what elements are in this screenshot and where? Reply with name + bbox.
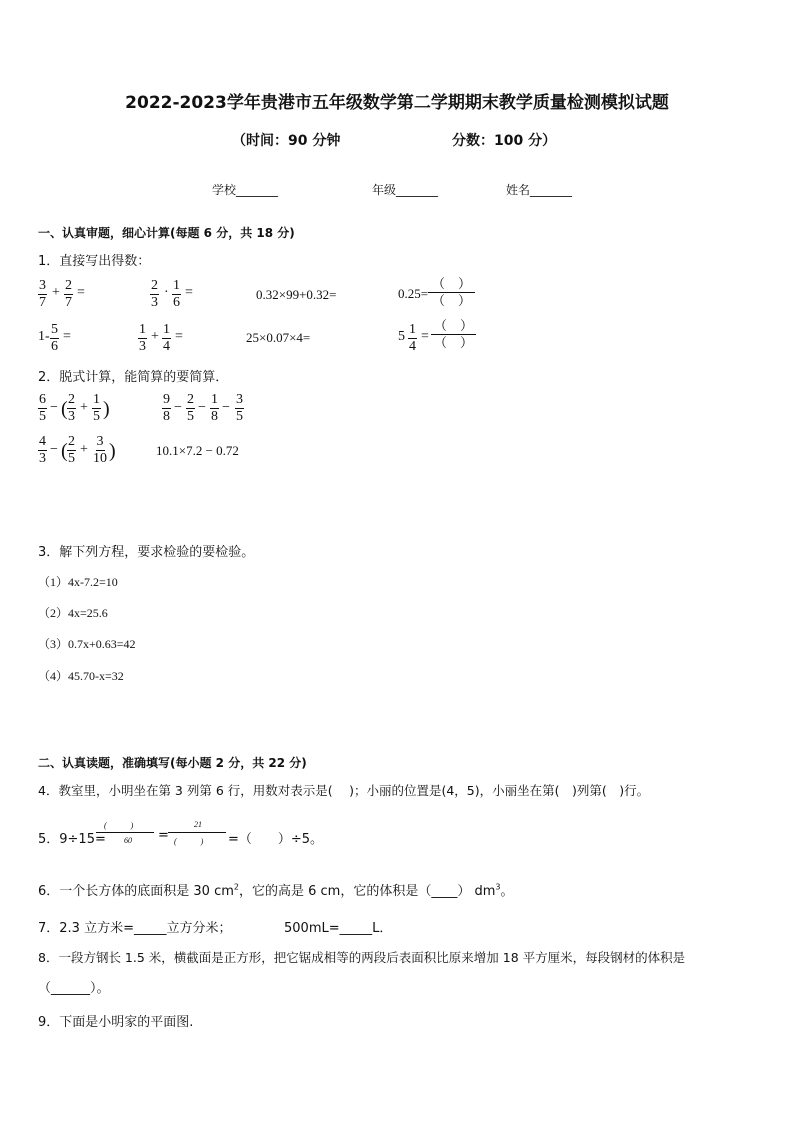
q3-item-3: （3）0.7x+0.63=42 [38,637,136,651]
fraction: $\frac{6}{5}$ [39,392,46,424]
q9: 9．下面是小明家的平面图. [38,1015,194,1030]
fraction: $\frac{2}{3}$ [68,392,75,424]
q3-label: 3．解下列方程，要求检验的要检验。 [38,545,255,560]
q3-item-1: （1）4x-7.2=10 [38,575,118,589]
fraction: $\frac{9}{8}$ [163,392,170,424]
fraction-bar [96,832,154,833]
score-label: 分数：100 分） [452,133,557,149]
fraction: $\frac{2}{7}$ [65,278,72,310]
q1-label: 1．直接写出得数： [38,254,151,269]
school-field: 学校_______ [212,183,279,197]
answer-fraction: （ ） （ ） [431,318,476,351]
exam-title: 2022-2023学年贵港市五年级数学第二学期期末教学质量检测模拟试题 [125,93,669,113]
q1-item-c: 0.32×99+0.32= [256,287,337,302]
fraction: $\frac{3}{10}$ [93,434,107,466]
q6: 6．一个长方体的底面积是 30 $cm^2$，它的高是 6 cm，它的体积是（____） $dm^3$。 [38,882,514,899]
fraction: $\frac{2}{3}$ [151,278,158,310]
name-field: 姓名_______ [506,183,573,197]
fraction: $\frac{1}{8}$ [211,392,218,424]
q2-expr-4: 10.1×7.2 − 0.72 [156,443,239,458]
fraction: $\frac{1}{4}$ [409,322,416,354]
q3-item-4: （4）45.70-x=32 [38,669,124,683]
q4: 4．教室里，小明坐在第 3 列第 6 行，用数对表示是( )；小丽的位置是(4，5)，小丽坐在第( )列第( )行。 [38,783,650,798]
q2-label: 2．脱式计算，能简算的要简算． [38,370,229,385]
q7-part-b: 500mL=_____L． [284,921,393,936]
fraction-bar [168,832,226,833]
answer-fraction: （ ） （ ） [428,276,475,309]
grade-field: 年级_______ [372,183,439,197]
q7-part-a: 7．2.3 立方米=_____立方分米； [38,921,232,936]
fraction: $\frac{2}{5}$ [187,392,194,424]
fraction: $\frac{5}{6}$ [51,322,58,354]
fraction: $\frac{4}{3}$ [39,434,46,466]
fraction: $\frac{1}{3}$ [139,322,146,354]
fraction: $\frac{1}{6}$ [173,278,180,310]
fraction: $\frac{3}{7}$ [39,278,46,310]
q8-line-1: 8．一段方钢长 1.5 米，横截面是正方形，把它锯成相等的两段后表面积比原来增加 18 平方厘米，每段钢材的体积是 [38,950,686,965]
q1-item-g: 25×0.07×4= [246,330,311,345]
fraction: $\frac{1}{5}$ [93,392,100,424]
fraction: $\frac{1}{4}$ [163,322,170,354]
time-label: （时间：90 分钟 [232,133,341,149]
fraction: $\frac{3}{5}$ [236,392,243,424]
section1-heading: 一、认真审题，细心计算(每题 6 分，共 18 分) [38,226,295,240]
section2-heading: 二、认真读题，准确填写(每小题 2 分，共 22 分) [38,756,307,770]
q3-item-2: （2）4x=25.6 [38,606,108,620]
fraction: $\frac{2}{5}$ [68,434,75,466]
q8-line-2: （______）。 [38,981,110,996]
